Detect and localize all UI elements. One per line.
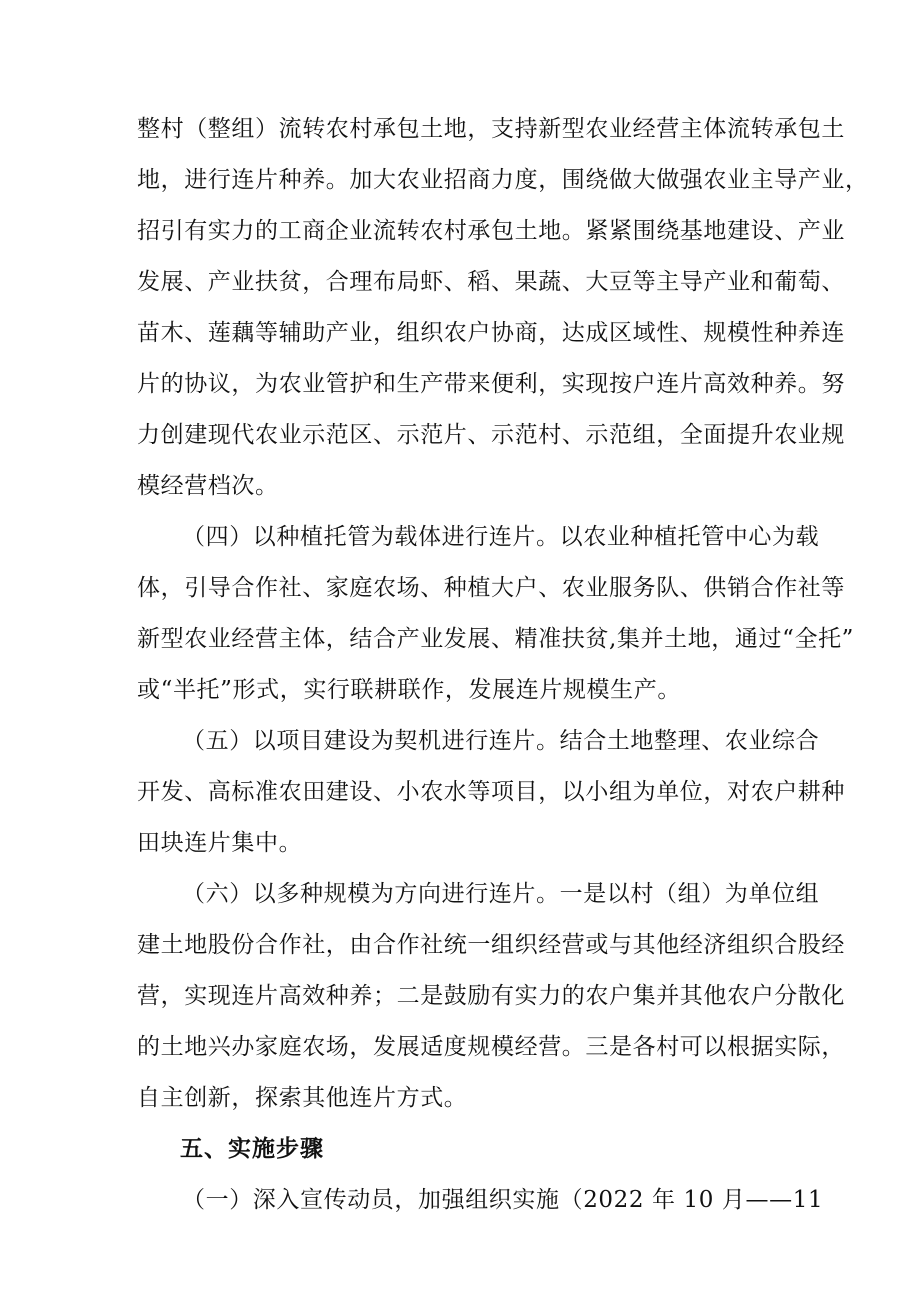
text-line: 力创建现代农业示范区、示范片、示范村、示范组，全面提升农业规 [137,422,845,448]
text-line: （六）以多种规模为方向进行连片。一是以村（组）为单位组 [182,881,820,907]
text-line: （一）深入宣传动员，加强组织实施（2022 年 10 月——11 [182,1187,824,1213]
text-line: 整村（整组）流转农村承包土地，支持新型农业经营主体流转承包土 [137,116,845,142]
text-line: 开发、高标准农田建设、小农水等项目，以小组为单位，对农户耕种 [137,779,845,805]
text-line: 体，引导合作社、家庭农场、种植大户、农业服务队、供销合作社等 [137,575,845,601]
text-line: （五）以项目建设为契机进行连片。结合土地整理、农业综合 [182,728,820,754]
text-line: 营，实现连片高效种养；二是鼓励有实力的农户集并其他农户分散化 [137,983,845,1009]
section-heading: 五、实施步骤 [180,1136,324,1162]
text-line: 地，进行连片种养。加大农业招商力度，围绕做大做强农业主导产业， [137,167,869,193]
text-line: 招引有实力的工商企业流转农村承包土地。紧紧围绕基地建设、产业 [137,218,845,244]
text-line: 片的协议，为农业管护和生产带来便利，实现按户连片高效种养。努 [137,371,845,397]
text-line: 建土地股份合作社，由合作社统一组织经营或与其他经济组织合股经 [137,932,845,958]
text-line: （四）以种植托管为载体进行连片。以农业种植托管中心为载 [182,524,820,550]
text-line: 苗木、莲藕等辅助产业，组织农户协商，达成区域性、规模性种养连 [137,320,845,346]
text-line: 新型农业经营主体，结合产业发展、精准扶贫,集并土地，通过“全托” [137,626,855,652]
text-line: 发展、产业扶贫，合理布局虾、稻、果蔬、大豆等主导产业和葡萄、 [137,269,845,295]
text-line: 或“半托”形式，实行联耕联作，发展连片规模生产。 [137,677,681,703]
text-line: 模经营档次。 [137,473,279,499]
text-line: 自主创新，探索其他连片方式。 [137,1085,468,1111]
text-line: 田块连片集中。 [137,830,303,856]
text-line: 的土地兴办家庭农场，发展适度规模经营。三是各村可以根据实际， [137,1034,845,1060]
